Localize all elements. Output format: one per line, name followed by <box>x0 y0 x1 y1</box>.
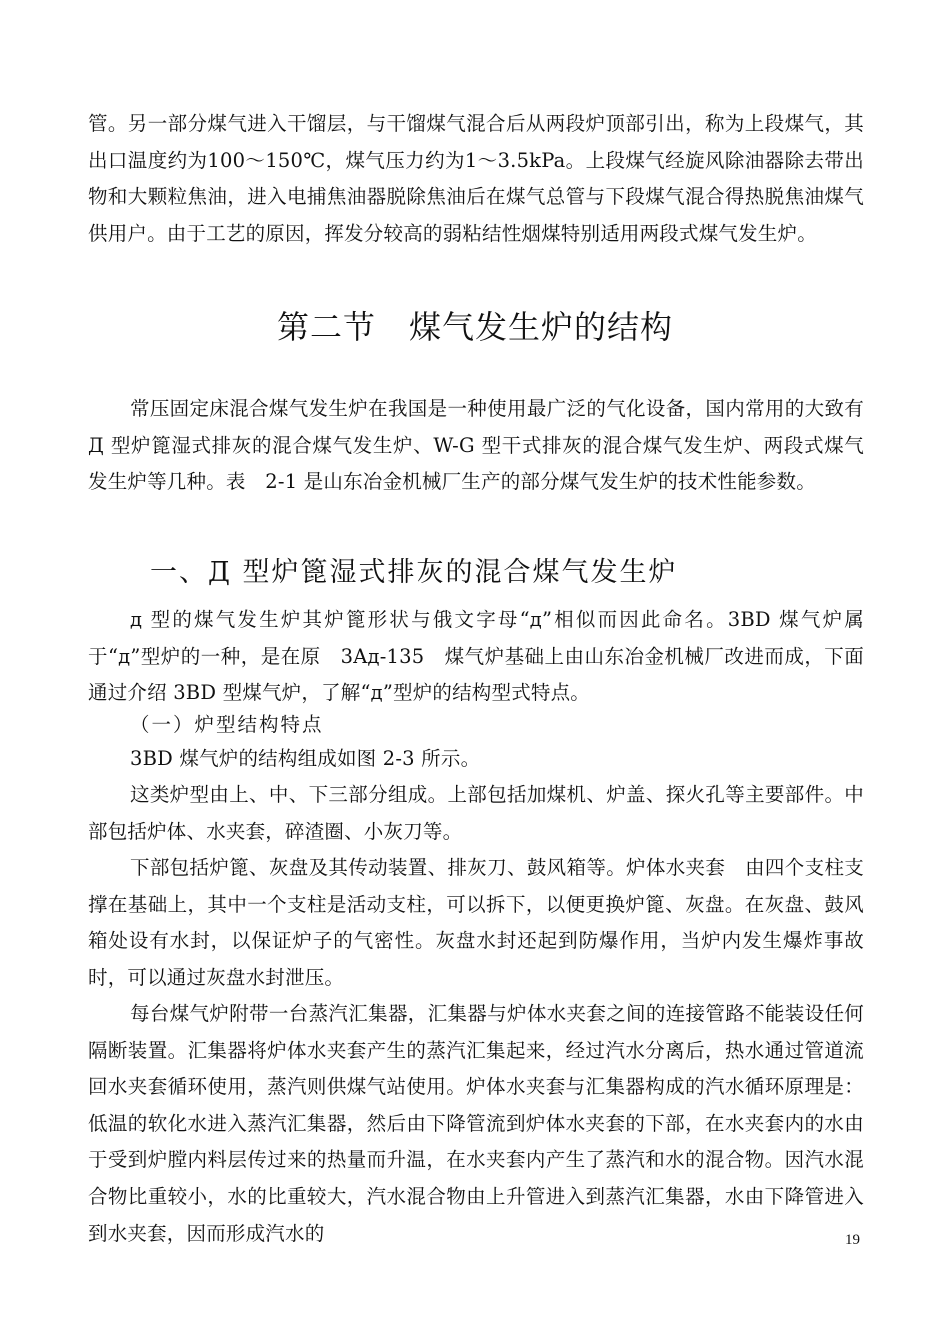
paragraph-overview: 常压固定床混合煤气发生炉在我国是一种使用最广泛的气化设备，国内常用的大致有 Д 型炉篦湿式排灰的混合煤气发生炉、W-G 型干式排灰的混合煤气发生炉、两段式煤气发生炉等几种。表 2-1 是山东冶金机械厂生产的部分煤气发生炉的技术性能参数。 <box>88 397 864 494</box>
subsection-title: 一、Д 型炉篦湿式排灰的混合煤气发生炉 <box>150 557 678 588</box>
paragraph-lower-part: 下部包括炉篦、灰盘及其传动装置、排灰刀、鼓风箱等。炉体水夹套 由四个支柱支撑在基础上，其中一个支柱是活动支柱，可以拆下，以便更换炉篦、灰盘。在灰盘、鼓风箱处设有水封，以保证炉子的气密性。灰盘水封还起到防爆作用，当炉内发生爆炸事故时，可以通过灰盘水封泄压。 <box>88 856 864 989</box>
paragraph-upper-middle: 这类炉型由上、中、下三部分组成。上部包括加煤机、炉盖、探火孔等主要部件。中部包括炉体、水夹套，碎渣圈、小灰刀等。 <box>88 783 864 843</box>
minor-heading: （一）炉型结构特点 <box>130 713 324 736</box>
paragraph-steam-collector: 每台煤气炉附带一台蒸汽汇集器，汇集器与炉体水夹套之间的连接管路不能装设任何隔断装置。汇集器将炉体水夹套产生的蒸汽汇集起来，经过汽水分离后，热水通过管道流回水夹套循环使用，蒸汽则供煤气站使用。炉体水夹套与汇集器构成的汽水循环原理是：低温的软化水进入蒸汽汇集器，然后由下降管流到炉体水夹套的下部，在水夹套内的水由于受到炉膛内料层传过来的热量而升温，在水夹套内产生了蒸汽和水的混合物。因汽水混合物比重较小，水的比重较大，汽水混合物由上升管进入到蒸汽汇集器，水由下降管进入到水夹套，因而形成汽水的 <box>88 1002 864 1245</box>
paragraph-naming: д 型的煤气发生炉其炉篦形状与俄文字母“д”相似而因此命名。3BD 煤气炉属于“д”型炉的一种，是在原 3Aд-135 煤气炉基础上由山东冶金机械厂改进而成，下面通过介绍 3BD 型煤气炉，了解“д”型炉的结构型式特点。 <box>88 608 864 705</box>
section-title: 第二节 煤气发生炉的结构 <box>276 308 673 346</box>
page-number: 19 <box>845 1232 860 1248</box>
paragraph-figure-reference: 3BD 煤气炉的结构组成如图 2-3 所示。 <box>130 747 481 770</box>
paragraph-intro-continuation: 管。另一部分煤气进入干馏层，与干馏煤气混合后从两段炉顶部引出，称为上段煤气，其出口温度约为100～150℃，煤气压力约为1～3.5kPa。上段煤气经旋风除油器除去带出物和大颗粒焦油，进入电捕焦油器脱除焦油后在煤气总管与下段煤气混合得热脱焦油煤气供用户。由于工艺的原因，挥发分较高的弱粘结性烟煤特别适用两段式煤气发生炉。 <box>88 112 864 245</box>
